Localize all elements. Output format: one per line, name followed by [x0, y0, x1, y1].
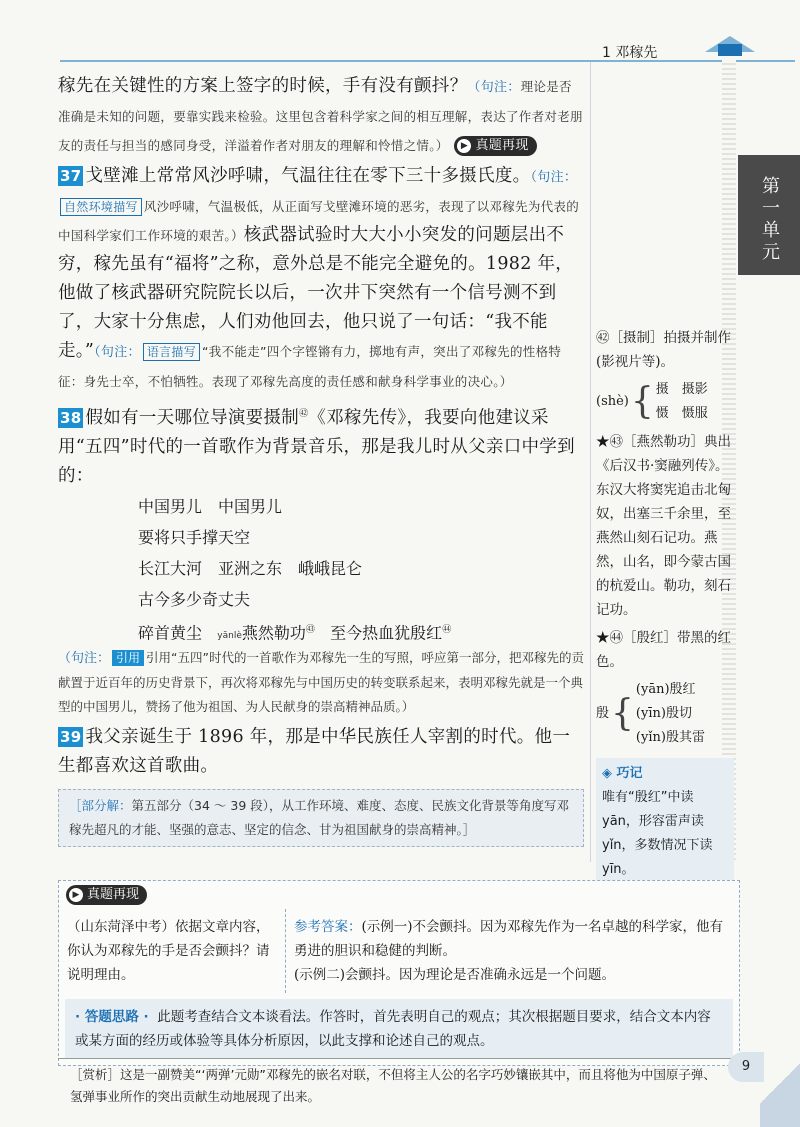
poem-line: 要将只手撑天空 — [138, 527, 251, 547]
gloss-54: ★㊹［殷红］带黑的红色。 — [596, 630, 731, 670]
p37-text-b: 核武器试验时大大小小突发的问题层出不穷，稼先虽有“福将”之称，意外总是不能完全避免的。1982 年，他做了核武器研究院院长以后，一次井下突然有一个信号测不到了，大家十分焦虑，人们劝他回去，他只说了一句话：“我不能走。” — [58, 225, 574, 361]
p1-text: 稼先在关键性的方案上签字的时候，手有没有颤抖？ — [58, 76, 468, 96]
poem-note — [58, 646, 584, 719]
poem-footnote-2: ㊹ — [442, 624, 452, 635]
poem-note-tag: （句注： — [58, 651, 111, 667]
answer-1: (示例一)不会颤抖。因为邓稼先作为一名卓越的科学家，他有勇进的胆识和稳健的判断。 — [294, 919, 724, 959]
real-exam-pill — [454, 136, 536, 156]
para-num-39: 39 — [60, 728, 82, 747]
column-divider — [590, 62, 591, 862]
question-pill-label: 真题再现 — [87, 886, 140, 902]
question-row — [59, 909, 739, 993]
gloss-53: ★㊸［燕然勒功］典出《后汉书·窦融列传》。东汉大将窦宪追击北匈奴，出塞三千余里，至燕然山刻石记功。燕然，山名，即今蒙古国的杭爱山。勒功，刻石记功。 — [596, 434, 731, 618]
unit-tab: 第一单元 — [738, 155, 800, 275]
paragraph-39 — [58, 723, 584, 781]
chapter-title: 1 邓稼先 — [602, 45, 658, 61]
song-lyrics — [58, 491, 584, 648]
part-label: ［部分解： — [69, 798, 132, 814]
char-yin: 殷 — [596, 706, 610, 721]
approach-text: 此题考查结合文本谈看法。作答时，首先表明自己的观点；其次根据题目要求，结合文本内容或某方面的经历或体验等具体分析原因，以此支撑和论述自己的观点。 — [75, 1009, 711, 1049]
tip-heading — [602, 762, 728, 786]
appreciation-note: ［赏析］这是一副赞美“‘两弹’元勋”邓稼先的嵌名对联，不但将主人公的名字巧妙镶嵌其中，而且将他为中国原子弹、氢弹事业所作的突出贡献生动地展现了出来。 — [70, 1067, 716, 1104]
pron-word: 摄 摄影 — [655, 382, 708, 397]
poem-footnote-1: ㊸ — [305, 624, 315, 635]
poem-line: 古今多少奇丈夫 — [138, 589, 251, 609]
p37-note: 风沙呼啸，气温极低，从正面写戈壁滩环境的恶劣，表现了以邓稼先为代表的中国科学家们工作环境的艰苦。） — [58, 199, 580, 243]
glossary-sidebar — [596, 326, 734, 886]
poem-line: 中国男儿 中国男儿 — [138, 496, 283, 516]
approach-label: · 答题思路 · — [75, 1009, 149, 1025]
paragraph-37 — [58, 162, 584, 396]
p38-footnote-mark: ㊷ — [299, 409, 309, 419]
p37-box-tag: 自然环境描写 — [60, 198, 142, 216]
p1-note: 理论是否准确是未知的问题，要靠实践来检验。这里包含着科学家之间的相互理解，表达了作者对老朋友的责任与担当的感同身受，洋溢着作者对朋友的理解和怜惜之情。） — [58, 79, 583, 153]
brace-icon: { — [611, 693, 634, 734]
p38-text: 假如有一天哪位导演要摄制 — [85, 407, 300, 428]
poem-line: 长江大河 亚洲之东 峨峨昆仑 — [138, 558, 363, 578]
question-title — [66, 884, 147, 905]
gloss-54-pron — [596, 678, 734, 750]
ruby-yan — [217, 630, 234, 642]
gloss-52: ㊷［摄制］拍摄并制作(影视片等)。 — [596, 330, 731, 370]
pron-item: (yān)殷红 — [635, 682, 696, 697]
paragraph-36-end — [58, 72, 584, 160]
poem-last-b: 燕然勒功 — [241, 623, 306, 643]
p37-note2: “我不能走”四个字铿锵有力，掷地有声，突出了邓稼先的性格特征：身先士卒，不怕牺牲。表现了邓稼先高度的责任感和献身科学事业的决心。） — [58, 344, 562, 389]
main-text — [58, 72, 584, 847]
pill-label: 真题再现 — [475, 137, 529, 153]
tip-text: 唯有“殷红”中读yān，形容雷声读yǐn，多数情况下读yīn。 — [602, 790, 713, 877]
poem-note-text: 引用“五四”时代的一首歌作为邓稼先一生的写照，呼应第一部分，把邓稼先的贡献置于近百年的历史背景下，再次将邓稼先与中国历史的转变联系起来，表明邓稼先就是一个典型的中国男儿，赞扬了他为祖国、为人民献身的崇高精神品质。） — [58, 650, 584, 715]
answer-2: (示例二)会颤抖。因为理论是否准确永远是一个问题。 — [294, 967, 616, 983]
pron-list — [636, 678, 705, 750]
page-number: 9 — [728, 1052, 764, 1082]
header-emblem-icon — [700, 30, 760, 60]
p39-text: 我父亲诞生于 1896 年，那是中华民族任人宰割的时代。他一生都喜欢这首歌曲。 — [58, 727, 571, 777]
p37-note-tag: （句注： — [530, 170, 578, 185]
tip-title: 巧记 — [616, 766, 643, 781]
p1-note-tag: （句注： — [467, 80, 521, 95]
answer-block — [286, 909, 739, 993]
pron-words — [656, 378, 708, 426]
page-corner — [760, 1040, 800, 1127]
para-num-37: 37 — [60, 167, 82, 185]
p38-text2: 《邓稼先传》，我要向他建议采用“五四”时代的一首歌作为背景音乐，那是我儿时从父亲口中学到的： — [58, 407, 575, 486]
pron-word: 慑 慑服 — [655, 406, 708, 421]
pron-she: (shè) — [596, 394, 629, 409]
play-icon: ▶ — [457, 139, 471, 153]
answer-label: 参考答案： — [294, 919, 362, 935]
poem-last-c: 至今热血犹殷红 — [330, 623, 443, 643]
brace-icon: { — [630, 381, 654, 422]
answer-approach — [65, 999, 733, 1059]
pron-item: (yǐn)殷其雷 — [635, 730, 705, 745]
real-exam-pill-2 — [66, 885, 147, 905]
ruby-le-text: lè — [233, 631, 242, 642]
question-text: （山东菏泽中考）依据文章内容，你认为邓稼先的手是否会颤抖？请说明理由。 — [59, 909, 286, 993]
quote-tag: 引用 — [112, 650, 144, 666]
header-rule — [60, 60, 795, 62]
part-text: 第五部分（34 ～ 39 段），从工作环境、难度、态度、民族文化背景等角度写邓稼先超凡的才能、坚强的意志、坚定的信念、甘为祖国献身的崇高精神。］ — [69, 798, 569, 838]
memory-tip — [596, 758, 734, 886]
p37-box2-tag: 语言描写 — [143, 343, 200, 361]
gloss-52-pron — [596, 378, 734, 426]
play-icon: ▶ — [69, 888, 83, 902]
pron-item: (yīn)殷切 — [635, 706, 692, 721]
p37-text-a: 戈壁滩上常常风沙呼啸，气温往往在零下三十多摄氏度。 — [85, 166, 531, 186]
footer-rule — [58, 1058, 738, 1059]
poem-last-line — [138, 615, 584, 648]
ruby-yan-text: yān — [217, 631, 234, 642]
part-summary-box — [58, 789, 584, 847]
para-num-38: 38 — [60, 408, 82, 427]
p37-note2-tag: （句注： — [94, 345, 141, 360]
paragraph-38 — [58, 400, 584, 491]
ruby-le — [234, 630, 242, 642]
exam-question-box — [58, 880, 740, 1066]
poem-last-a: 碎首黄尘 — [138, 623, 203, 643]
lightbulb-icon: ◈ — [602, 766, 617, 781]
